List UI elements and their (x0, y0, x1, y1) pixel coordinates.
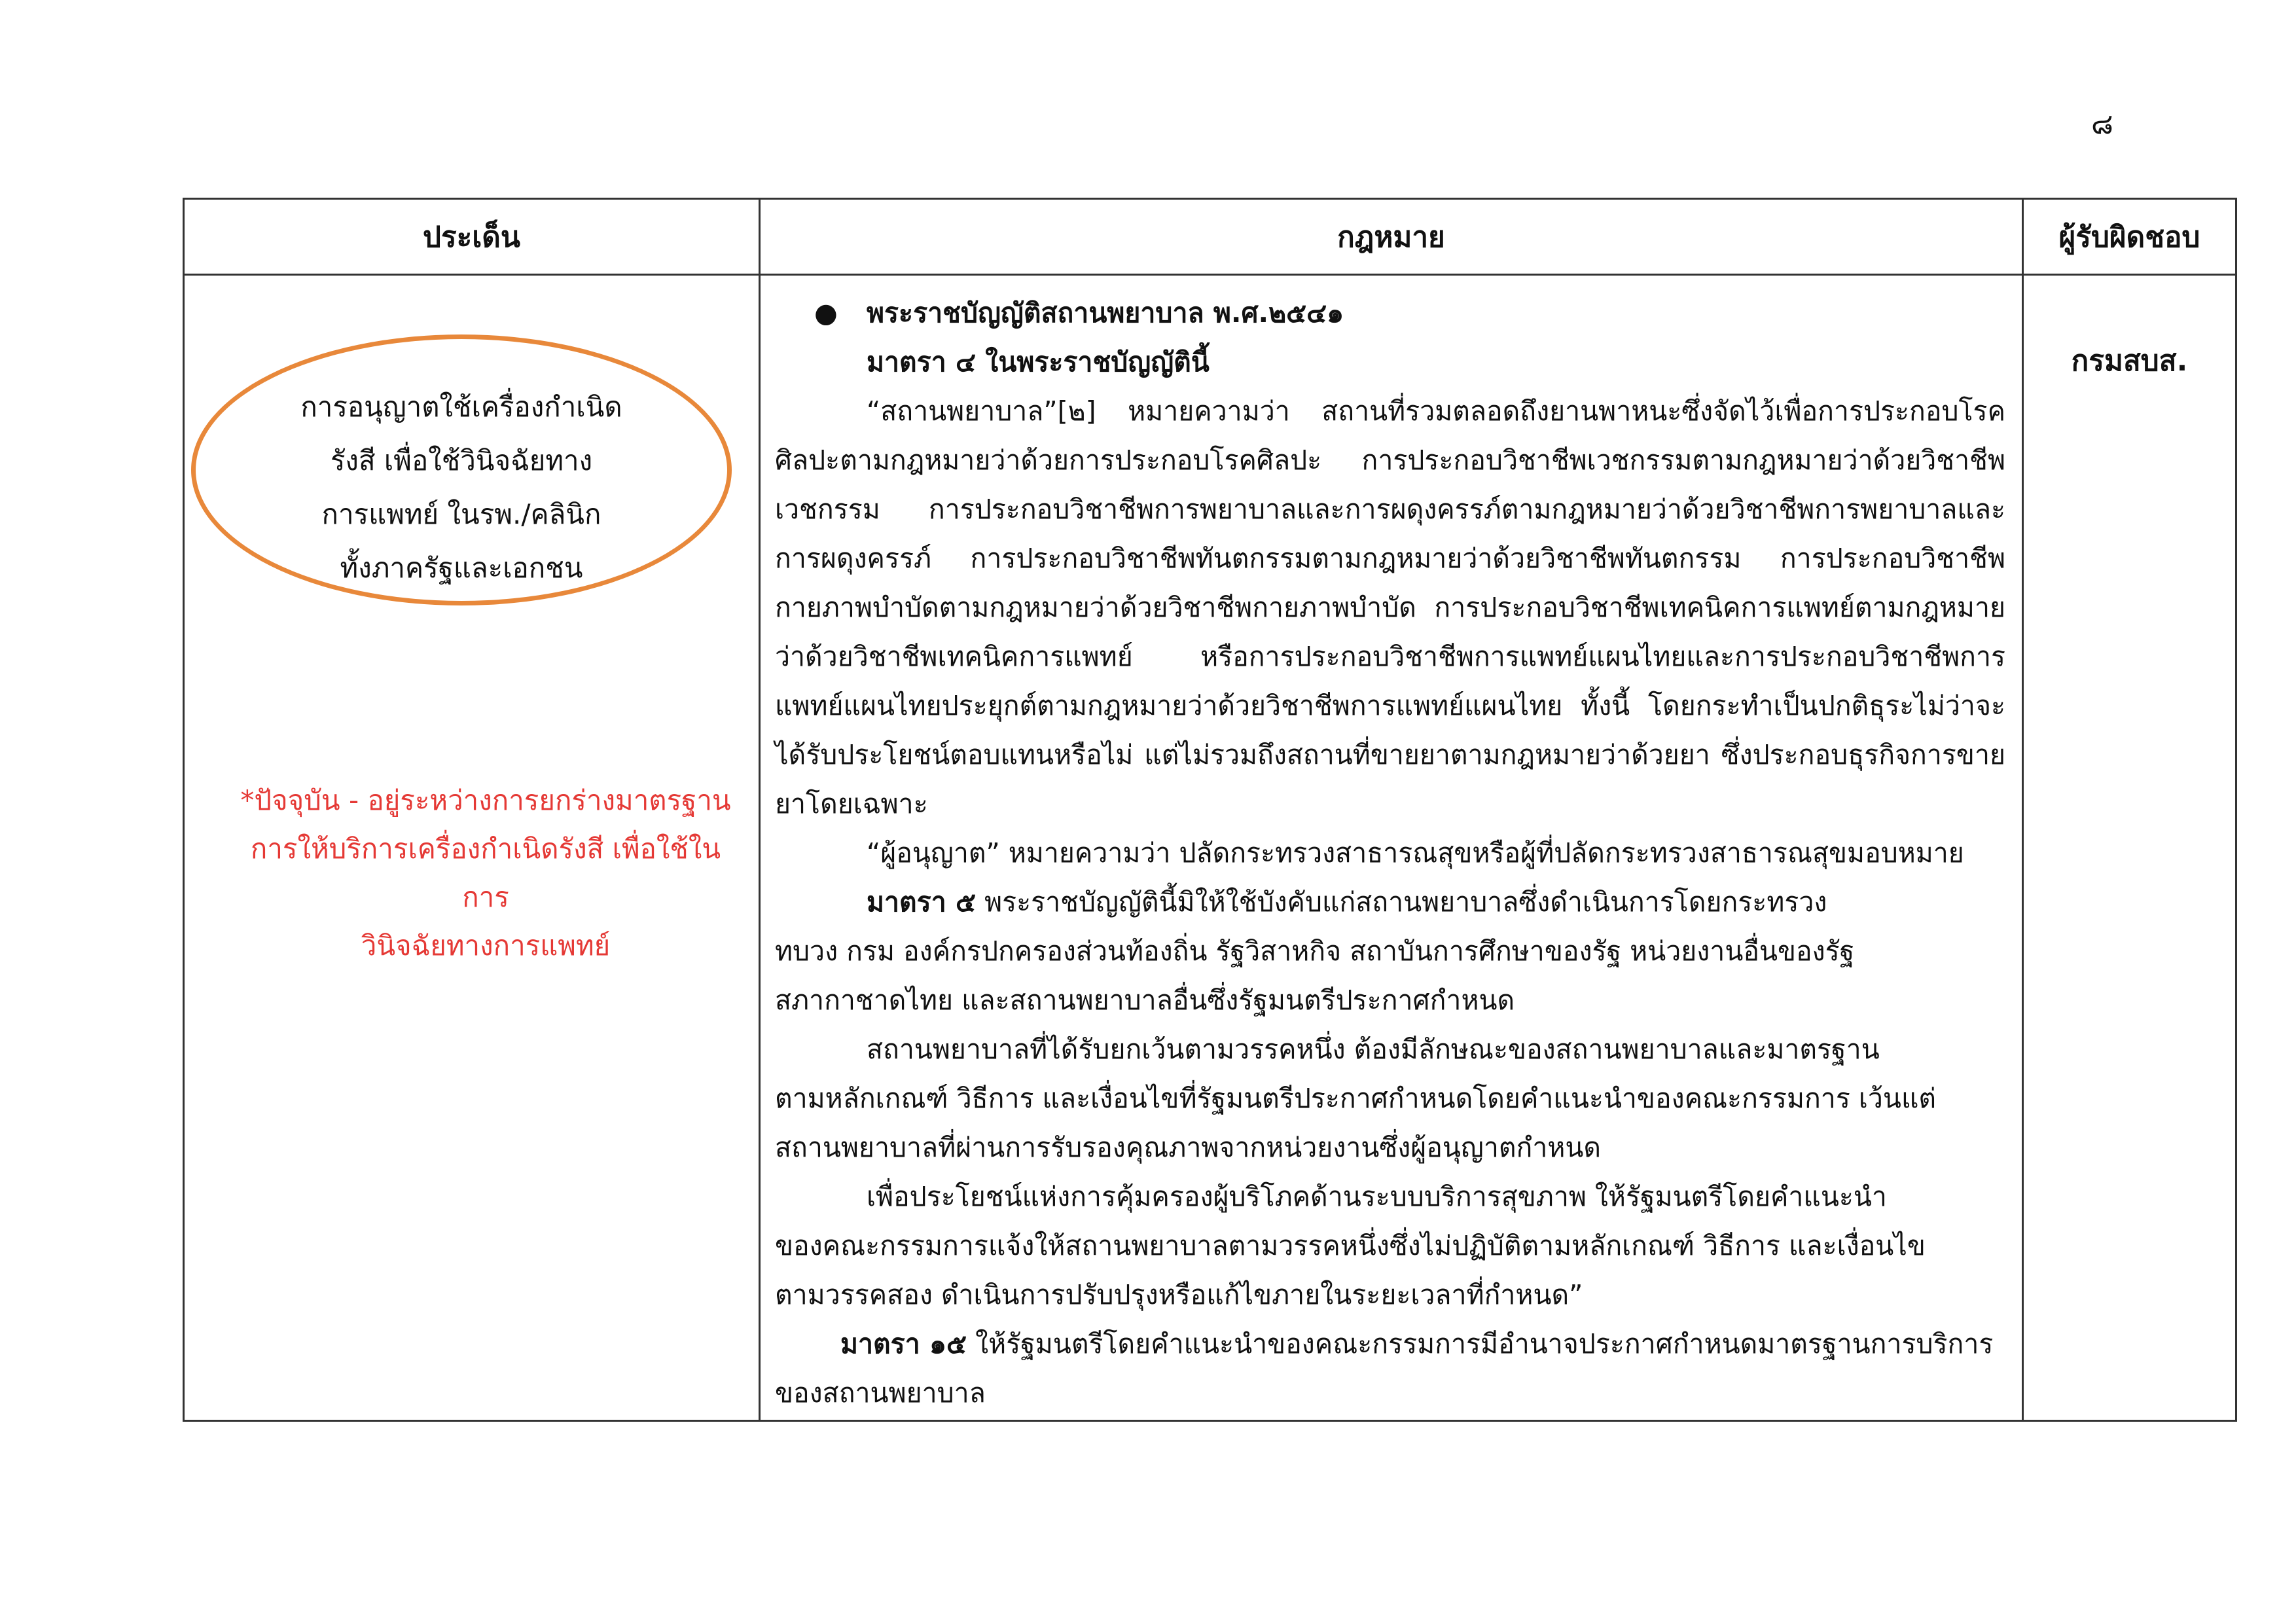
issue-cell (184, 275, 760, 1421)
para-5-line: เพื่อประโยชน์แห่งการคุ้มครองผู้บริโภคด้านระบบบริการสุขภาพ ให้รัฐมนตรีโดยคำแนะนำ (867, 1181, 1887, 1212)
responsible-cell (2023, 275, 2236, 1421)
act-title (775, 289, 2005, 338)
page-number: ๘ (2091, 107, 2113, 141)
issue-line: การอนุญาตใช้เครื่องกำเนิด (300, 391, 622, 423)
act-title-text: พระราชบัญญัติสถานพยาบาล พ.ศ.๒๕๔๑ (867, 297, 1344, 329)
legal-table (183, 198, 2237, 1422)
definition-hospital: “สถานพยาบาล”[๒] หมายความว่า สถานที่รวมตลอดถึงยานพาหนะซึ่งจัดไว้เพื่อการประกอบโรคศิลปะตามกฎหมายว่าด้วยการประกอบโรคศิลปะ การประกอบวิชาชีพเวชกรรมตามกฎหมายว่าด้วยวิชาชีพเวชกรรม การประกอบวิชาชีพการพยาบาลและการผดุงครรภ์ตามกฎหมายว่าด้วยวิชาชีพการพยาบาลและการผดุงครรภ์ การประกอบวิชาชีพทันตกรรมตามกฎหมายว่าด้วยวิชาชีพทันตกรรม การประกอบวิชาชีพกายภาพบำบัดตามกฎหมายว่าด้วยวิชาชีพกายภาพบำบัด การประกอบวิชาชีพเทคนิคการแพทย์ตามกฎหมายว่าด้วยวิชาชีพเทคนิคการแพทย์ หรือการประกอบวิชาชีพการแพทย์แผนไทยและการประกอบวิชาชีพการแพทย์แผนไทยประยุกต์ตามกฎหมายว่าด้วยวิชาชีพการแพทย์แผนไทย ทั้งนี้ โดยกระทำเป็นปกติธุระไม่ว่าจะได้รับประโยชน์ตอบแทนหรือไม่ แต่ไม่รวมถึงสถานที่ขายยาตามกฎหมายว่าด้วยยา ซึ่งประกอบธุรกิจการขายยาโดยเฉพาะ (775, 395, 2005, 820)
issue-text (191, 380, 732, 595)
section-15-line: ของสถานพยาบาล (775, 1377, 986, 1409)
law-cell (760, 275, 2023, 1421)
issue-line: รังสี เพื่อใช้วินิจฉัยทาง (330, 444, 593, 477)
definition-licensor: “ผู้อนุญาต” หมายความว่า ปลัดกระทรวงสาธารณสุขหรือผู้ที่ปลัดกระทรวงสาธารณสุขมอบหมาย (867, 837, 1964, 869)
para-5-line: ตามวรรคสอง ดำเนินการปรับปรุงหรือแก้ไขภายในระยะเวลาที่กำหนด” (775, 1279, 1583, 1310)
issue-line: ทั้งภาครัฐและเอกชน (340, 552, 583, 584)
section-15-line (775, 1320, 2005, 1369)
responsible-agency: กรมสบส. (2071, 344, 2188, 378)
header-row (184, 199, 2236, 275)
section-5-line: ทบวง กรม องค์กรปกครองส่วนท้องถิ่น รัฐวิสาหกิจ สถาบันการศึกษาของรัฐ หน่วยงานอื่นของรัฐ (775, 935, 1855, 967)
header-issue: ประเด็น (184, 199, 760, 275)
section-5-line (775, 878, 2005, 927)
section-15-text: ให้รัฐมนตรีโดยคำแนะนำของคณะกรรมการมีอำนาจประกาศกำหนดมาตรฐานการบริการ (967, 1328, 1994, 1360)
note-line: วินิจฉัยทางการแพทย์ (361, 929, 611, 962)
content-row (184, 275, 2236, 1421)
para-4-line: สถานพยาบาลที่ได้รับยกเว้นตามวรรคหนึ่ง ต้องมีลักษณะของสถานพยาบาลและมาตรฐาน (867, 1034, 1880, 1065)
section-5-line: สภากาชาดไทย และสถานพยาบาลอื่นซึ่งรัฐมนตรีประกาศกำหนด (775, 984, 1515, 1016)
status-note (237, 776, 734, 970)
header-law: กฎหมาย (760, 199, 2023, 275)
issue-line: การแพทย์ ในรพ./คลินิก (321, 498, 601, 530)
para-5-line: ของคณะกรรมการแจ้งให้สถานพยาบาลตามวรรคหนึ่งซึ่งไม่ปฏิบัติตามหลักเกณฑ์ วิธีการ และเงื่อนไข (775, 1230, 1926, 1261)
note-line: การให้บริการเครื่องกำเนิดรังสี เพื่อใช้ในการ (250, 833, 721, 913)
bullet-icon: ● (814, 297, 838, 329)
section-5-label: มาตรา ๕ (867, 886, 977, 918)
section-5-text: พระราชบัญญัตินี้มิให้ใช้บังคับแก่สถานพยาบาลซึ่งดำเนินการโดยกระทรวง (976, 886, 1827, 918)
para-4-line: สถานพยาบาลที่ผ่านการรับรองคุณภาพจากหน่วยงานซึ่งผู้อนุญาตกำหนด (775, 1132, 1602, 1163)
para-4-line: ตามหลักเกณฑ์ วิธีการ และเงื่อนไขที่รัฐมนตรีประกาศกำหนดโดยคำแนะนำของคณะกรรมการ เว้นแต่ (775, 1083, 1936, 1114)
section-15-label: มาตรา ๑๕ (840, 1328, 967, 1360)
section-4-heading: มาตรา ๔ ในพระราชบัญญัตินี้ (867, 346, 1210, 378)
note-line: *ปัจจุบัน - อยู่ระหว่างการยกร่างมาตรฐาน (240, 784, 731, 816)
header-responsible: ผู้รับผิดชอบ (2023, 199, 2236, 275)
